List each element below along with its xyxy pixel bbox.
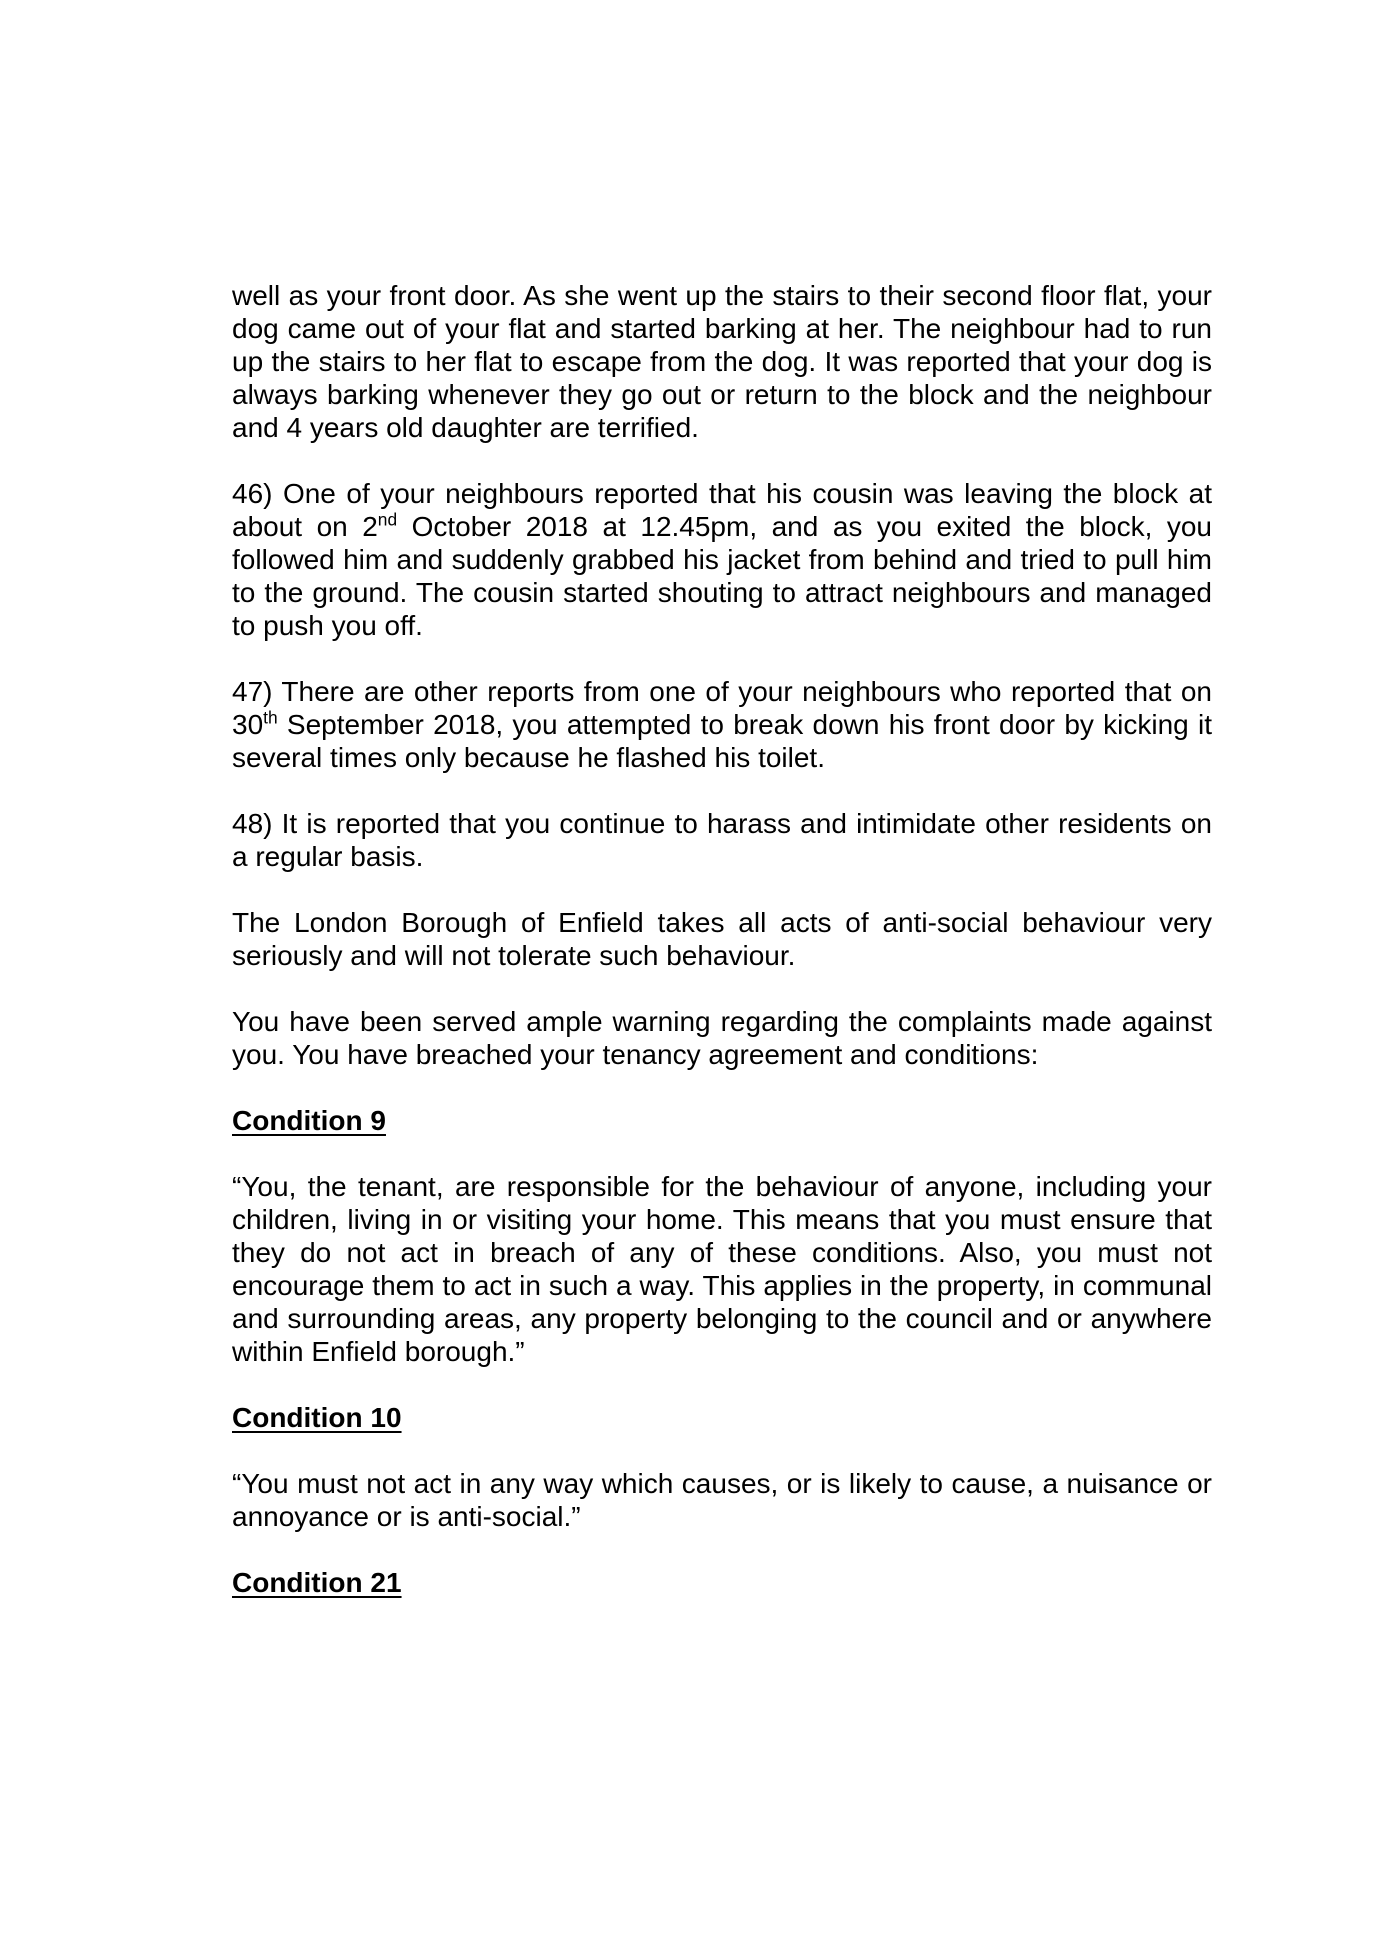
paragraph-borough-statement bbox=[232, 906, 1212, 972]
text-segment: The London Borough of Enfield takes all acts of anti-social behaviour very seriously and will not tolerate such behaviour. bbox=[232, 907, 1212, 971]
paragraph-condition-10-text bbox=[232, 1467, 1212, 1533]
text-segment: You have been served ample warning regarding the complaints made against you. You have breached your tenancy agreement and conditions: bbox=[232, 1006, 1212, 1070]
heading-condition-21 bbox=[232, 1566, 1212, 1599]
paragraph-48 bbox=[232, 807, 1212, 873]
text-segment: Condition 10 bbox=[232, 1402, 402, 1433]
text-segment: well as your front door. As she went up the stairs to their second floor flat, your dog came out of your flat and started barking at her. The neighbour had to run up the stairs to her flat to escape from the dog. It was reported that your dog is always barking whenever they go out or return to the block and the neighbour and 4 years old daughter are terrified. bbox=[232, 280, 1212, 443]
paragraph-continuation bbox=[232, 279, 1212, 444]
text-segment: 47) There are other reports from one of your neighbours who reported that on 30 bbox=[232, 676, 1212, 740]
ordinal-superscript: nd bbox=[377, 509, 398, 530]
heading-condition-10 bbox=[232, 1401, 1212, 1434]
document-content bbox=[232, 279, 1212, 1632]
paragraph-47 bbox=[232, 675, 1212, 774]
paragraph-warning bbox=[232, 1005, 1212, 1071]
text-segment: “You, the tenant, are responsible for the behaviour of anyone, including your children, living in or visiting your home. This means that you must ensure that they do not act in breach of any of these conditions. Also, you must not encourage them to act in such a way. This applies in the property, in communal and surrounding areas, any property belonging to the council and or anywhere within Enfield borough.” bbox=[232, 1171, 1212, 1367]
text-segment: 46) One of your neighbours reported that his cousin was leaving the block at about on 2 bbox=[232, 478, 1212, 542]
text-segment: October 2018 at 12.45pm, and as you exited the block, you followed him and suddenly grabbed his jacket from behind and tried to pull him to the ground. The cousin started shouting to attract neighbours and managed to push you off. bbox=[232, 511, 1213, 641]
paragraph-condition-9-text bbox=[232, 1170, 1212, 1368]
text-segment: “You must not act in any way which causes, or is likely to cause, a nuisance or annoyance or is anti-social.” bbox=[232, 1468, 1212, 1532]
text-segment: Condition 9 bbox=[232, 1105, 386, 1136]
text-segment: Condition 21 bbox=[232, 1567, 402, 1598]
ordinal-superscript: th bbox=[263, 707, 278, 728]
text-segment: September 2018, you attempted to break down his front door by kicking it several times only because he flashed his toilet. bbox=[232, 709, 1212, 773]
heading-condition-9 bbox=[232, 1104, 1212, 1137]
paragraph-46 bbox=[232, 477, 1212, 642]
text-segment: 48) It is reported that you continue to harass and intimidate other residents on a regular basis. bbox=[232, 808, 1212, 872]
